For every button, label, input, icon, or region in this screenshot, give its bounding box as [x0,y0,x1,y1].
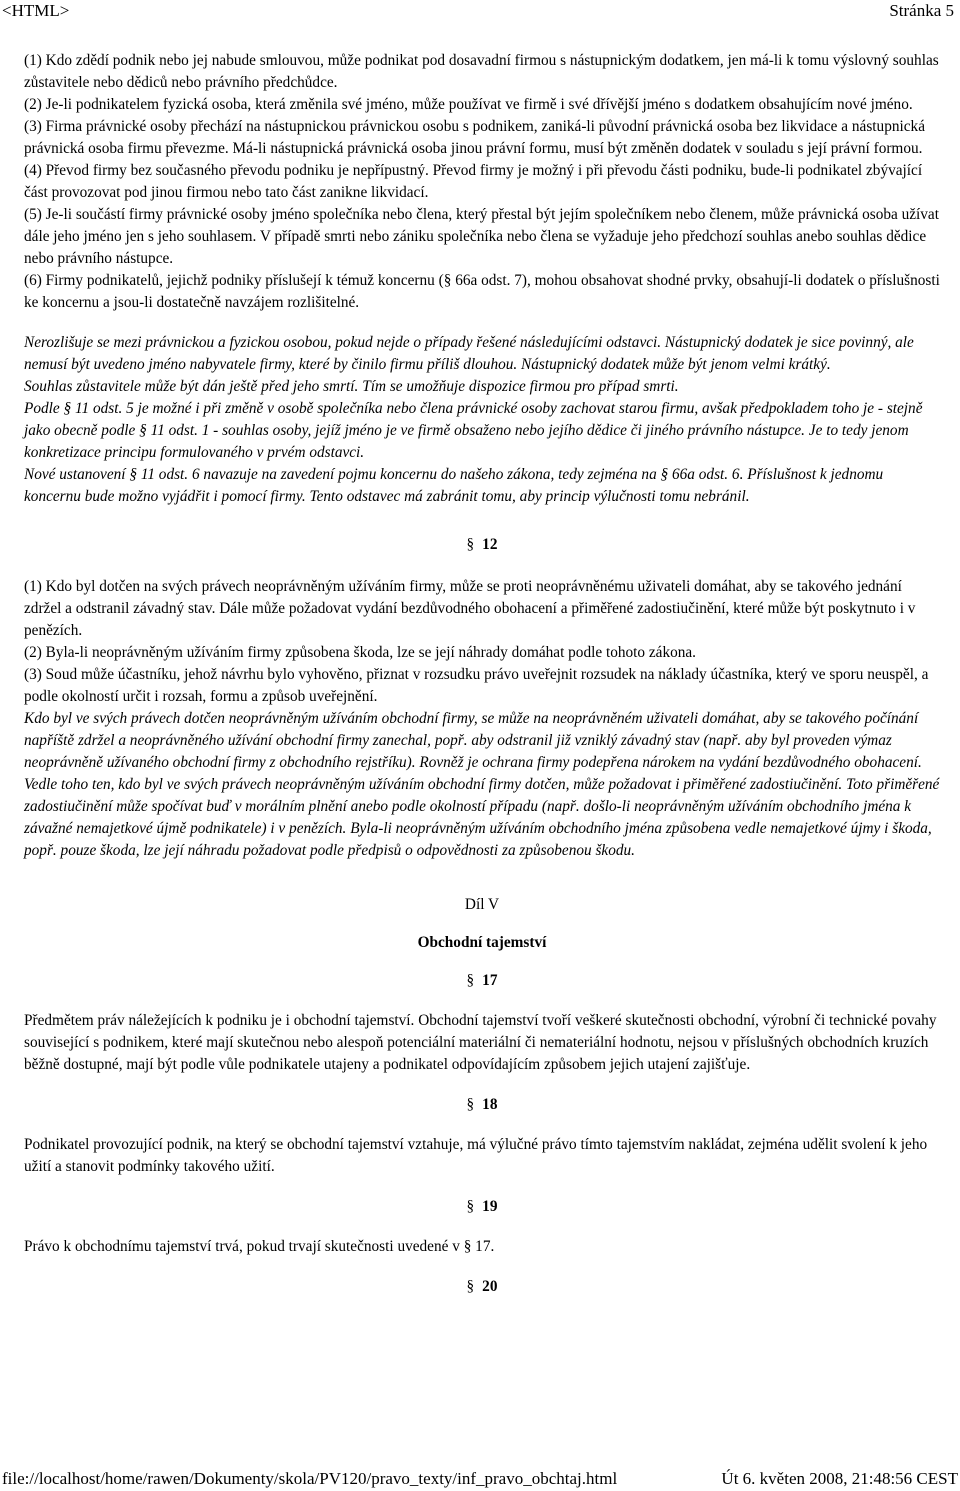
section-sign: § [466,1278,475,1295]
part-title: Obchodní tajemství [417,934,547,951]
section-17-text: Předmětem práv náležejících k podniku je i obchodní tajemství. Obchodní tajemství tvoří veškeré skutečnosti obchodní, výrobní či technické povahy související s podnikem, které mají skutečnou nebo alespoň potenciální materiální či nemateriální hodnotu, nejsou v příslušných obchodních kruzích běžně dostupné, mají být podle vůle podnikatele utajeny a podnikatel odpovídajícím způsobem jejich utajení zajišťuje. [24,1012,937,1073]
section-sign: § [466,1096,475,1113]
paragraph: (3) Soud může účastníku, jehož návrhu bylo vyhověno, přiznat v rozsudku právo uveřejnit rozsudek na náklady účastníka, který ve sporu neuspěl, a podle okolností určit i rozsah, formu a způsob uveřejnění. [24,666,929,705]
paragraph: (4) Převod firmy bez současného převodu podniku je nepřípustný. Převod firmy je možný i při převodu části podniku, bude-li podnikatel zbývající část provozovat pod jinou firmou nebo tato část zanikne likvidací. [24,162,923,201]
section-number: 19 [482,1198,498,1215]
paragraph: (1) Kdo zdědí podnik nebo jej nabude smlouvou, může podnikat pod dosavadní firmou s nástupnickým dodatkem, jen má-li k tomu výslovný souhlas zůstavitele nebo dědiců nebo právního předchůdce. [24,52,939,91]
section-heading-19 [24,1196,940,1218]
paragraph: (2) Je-li podnikatelem fyzická osoba, která změnila své jméno, může používat ve firmě i své dřívější jméno s dodatkem obsahujícím nové jméno. [24,96,913,113]
part-heading: Díl V [464,896,500,913]
section-sign: § [466,536,475,553]
section-sign: § [466,972,475,989]
section-heading-20 [24,1276,940,1298]
section-11-paragraphs [24,50,940,314]
section-heading-12 [24,534,940,556]
section-number: 18 [482,1096,498,1113]
section-18-text: Podnikatel provozující podnik, na který se obchodní tajemství vztahuje, má výlučné právo tímto tajemstvím nakládat, zejména udělit svolení k jeho užití a stanovit podmínky takového užití. [24,1136,928,1175]
document-title: <HTML> [2,1,70,20]
page-number: Stránka 5 [889,1,954,20]
print-date: Út 6. květen 2008, 21:48:56 CEST [721,1469,958,1488]
file-path: file://localhost/home/rawen/Dokumenty/skola/PV120/pravo_texty/inf_pravo_obchtaj.html [2,1469,618,1488]
paragraph: (5) Je-li součástí firmy právnické osoby jméno společníka nebo člena, který přestal být jejím společníkem nebo členem, může právnická osoba užívat dále jeho jméno jen s jeho souhlasem. V případě smrti nebo zániku společníka nebo člena se vyžaduje jeho předchozí souhlas anebo souhlas dědice nebo právního nástupce. [24,206,939,267]
section-number: 12 [482,536,498,553]
section-number: 20 [482,1278,498,1295]
paragraph: (2) Byla-li neoprávněným užíváním firmy způsobena škoda, lze se její náhrady domáhat podle tohoto zákona. [24,644,697,661]
section-sign: § [466,1198,475,1215]
section-heading-18 [24,1094,940,1116]
document-body [24,50,940,1298]
print-header [0,0,960,22]
paragraph: (6) Firmy podnikatelů, jejichž podniky příslušejí k témuž koncernu (§ 66a odst. 7), mohou obsahovat shodné prvky, obsahují-li dodatek o příslušnosti ke koncernu a jsou-li dostatečně navzájem rozlišitelné. [24,272,940,311]
section-number: 17 [482,972,498,989]
paragraph: (3) Firma právnické osoby přechází na nástupnickou právnickou osobu s podnikem, zaniká-li původní právnická osoba bez likvidace a nástupnická právnická osoba firmu převezme. Má-li nástupnická právnická osoba jinou právní formu, musí být změněn dodatek v souladu s její právní formou. [24,118,925,157]
section-heading-17 [24,970,940,992]
commentary-paragraph: Nerozlišuje se mezi právnickou a fyzickou osobou, pokud nejde o případy řešené následujícími odstavci. Nástupnický dodatek je sice povinný, ale nemusí být uvedeno jméno nabyvatele firmy, které by činilo firmu příliš dlouhou. Nástupnický dodatek může být jenom velmi krátký. [24,334,914,373]
section-11-commentary [24,332,940,508]
commentary-paragraph: Souhlas zůstavitele může být dán ještě před jeho smrtí. Tím se umožňuje dispozice firmou pro případ smrti. [24,378,679,395]
commentary-paragraph: Podle § 11 odst. 5 je možné i při změně v osobě společníka nebo člena právnické osoby zachovat starou firmu, avšak předpokladem toho je - stejně jako obecně podle § 11 odst. 1 - souhlas osoby, jejíž jméno je ve firmě obsaženo nebo jejího dědice či jiného právního nástupce. Je to tedy jenom konkretizace principu formulovaného v prvém odstavci. [24,400,923,461]
commentary-paragraph: Nové ustanovení § 11 odst. 6 navazuje na zavedení pojmu koncernu do našeho zákona, tedy zejména na § 66a odst. 6. Příslušnost k jednomu koncernu bude možno vyjádřit i pomocí firmy. Tento odstavec má zabránit tomu, aby princip výlučnosti tomu nebránil. [24,466,884,505]
section-19-text: Právo k obchodnímu tajemství trvá, pokud trvají skutečnosti uvedené v § 17. [24,1238,495,1255]
section-12-commentary: Kdo byl ve svých právech dotčen neoprávněným užíváním obchodní firmy, se může na neoprávněném uživateli domáhat, aby se takového počínání napříště zdržel a neoprávněného užívání obchodní firmy zanechal, popř. aby odstranil již vzniklý závadný stav (např. aby byl proveden výmaz neoprávněně užívaného obchodní firmy z obchodního rejstříku). Rovněž je ochrana firmy podepřena nárokem na vydání bezdůvodného obohacení. Vedle toho ten, kdo byl ve svých právech neoprávněným užíváním obchodní firmy dotčen, může požadovat i přiměřené zadostiučinění. Toto přiměřené zadostiučinění může spočívat buď v morálním plnění anebo podle okolností případu (např. došlo-li neoprávněným užíváním obchodního jména k závažné nemajetkové újmě podnikatele) i v penězích. Byla-li neoprávněným užíváním obchodního jména způsobena vedle nemajetkové újmy i škoda, popř. pouze škoda, lze její náhradu požadovat podle předpisů o odpovědnosti za způsobenou škodu. [24,710,940,859]
paragraph: (1) Kdo byl dotčen na svých právech neoprávněným užíváním firmy, může se proti neoprávněnému uživateli domáhat, aby se takového jednání zdržel a odstranil závadný stav. Dále může požadovat vydání bezdůvodného obohacení a přiměřené zadostiučinění, které může být poskytnuto i v penězích. [24,578,916,639]
section-12-paragraphs [24,576,940,708]
print-footer [0,1467,960,1491]
